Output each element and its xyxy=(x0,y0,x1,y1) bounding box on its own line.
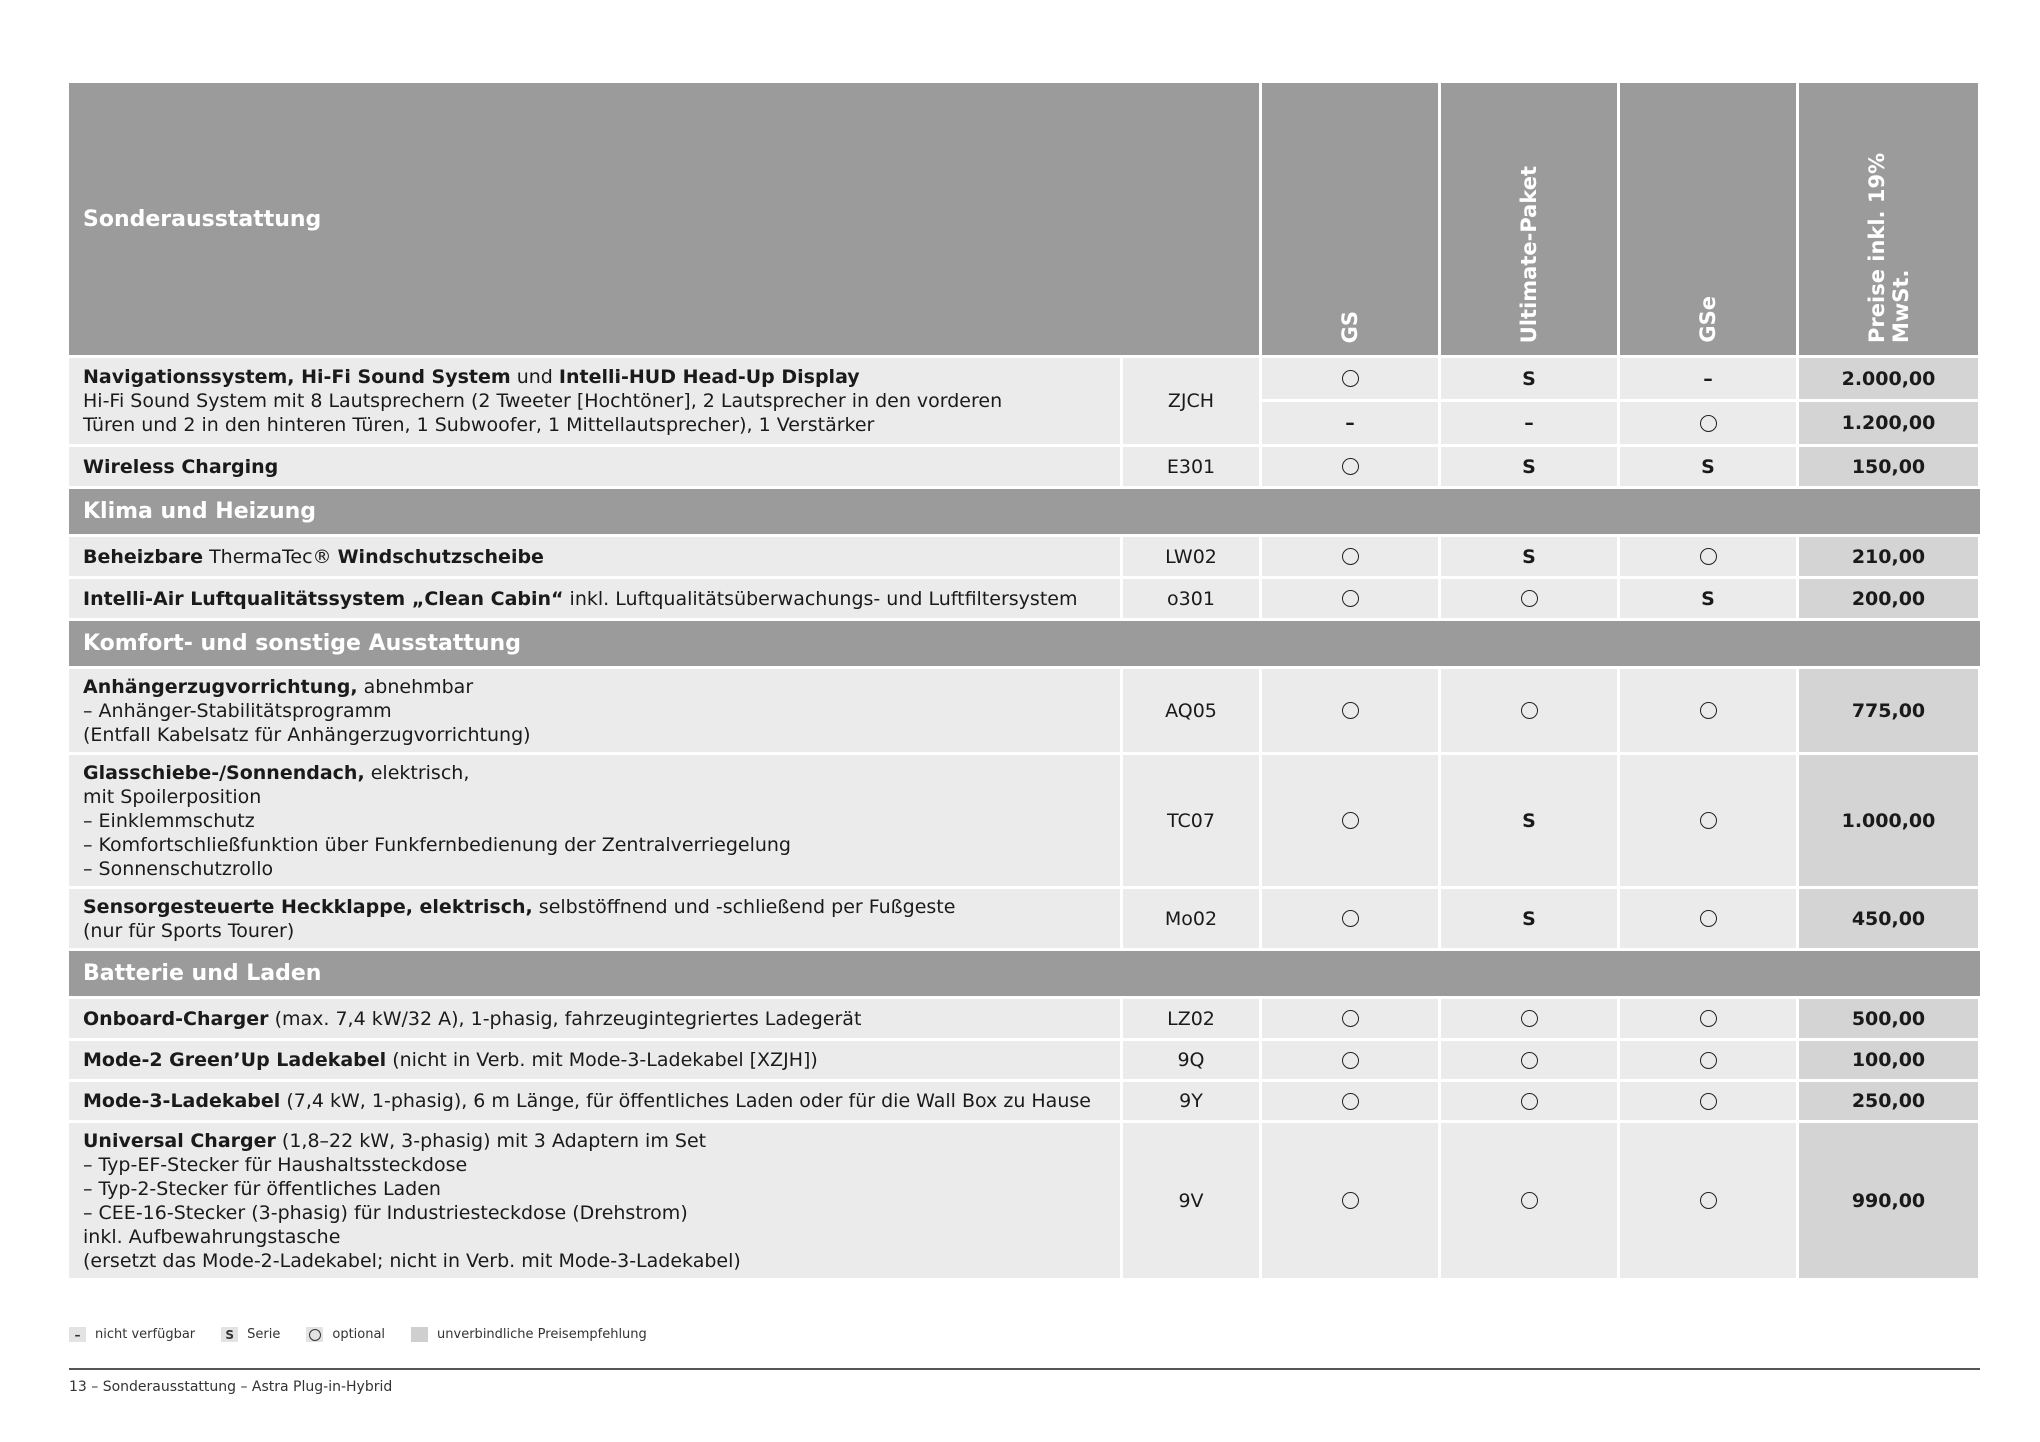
optional-icon xyxy=(1342,1010,1359,1027)
table-row xyxy=(69,447,1980,486)
option-code: LZ02 xyxy=(1123,999,1259,1038)
optional-icon xyxy=(1521,1093,1538,1110)
option-code: LW02 xyxy=(1123,537,1259,576)
optional-icon xyxy=(1521,590,1538,607)
standard-mark: S xyxy=(1522,545,1536,568)
price-cell: 150,00 xyxy=(1799,447,1978,486)
row-description: Wireless Charging xyxy=(69,447,1120,486)
standard-mark: S xyxy=(1522,455,1536,478)
optional-icon xyxy=(1521,1052,1538,1069)
optional-icon xyxy=(1700,702,1717,719)
optional-icon xyxy=(1700,415,1717,432)
price-cell: 990,00 xyxy=(1799,1123,1978,1278)
table-row xyxy=(69,999,1980,1038)
table-row xyxy=(69,579,1980,618)
price-cell: 200,00 xyxy=(1799,579,1978,618)
optional-icon xyxy=(1700,1192,1717,1209)
gray-swatch-icon xyxy=(411,1327,428,1342)
unavailable-mark: – xyxy=(1524,412,1534,434)
optional-icon xyxy=(1342,590,1359,607)
options-table xyxy=(69,83,1980,1281)
optional-icon xyxy=(1342,702,1359,719)
row-description: Beheizbare ThermaTec® Windschutzscheibe xyxy=(69,537,1120,576)
row-description: Intelli-Air Luftqualitätssystem „Clean Cabin“ inkl. Luftqualitätsüberwachungs- und Luftfiltersystem xyxy=(69,579,1120,618)
row-description: Navigationssystem, Hi-Fi Sound System und Intelli-HUD Head-Up Display Hi-Fi Sound System mit 8 Lautsprechern (2 Tweeter [Hochtöner], 2 Lautsprecher in den vorderen Türen und 2 in den hinteren Türen, 1 Subwoofer, 1 Mittellautsprecher), 1 Verstärker xyxy=(69,358,1120,444)
unavailable-mark: – xyxy=(1703,367,1713,390)
price-cell: 100,00 xyxy=(1799,1041,1978,1079)
standard-mark: S xyxy=(1701,455,1715,478)
optional-icon xyxy=(1342,1052,1359,1069)
optional-icon xyxy=(1342,910,1359,927)
price-cell: 250,00 xyxy=(1799,1082,1978,1120)
table-row xyxy=(69,1041,1980,1079)
optional-icon xyxy=(1700,1093,1717,1110)
table-row xyxy=(69,755,1980,886)
header-title: Sonderausstattung xyxy=(69,83,1259,355)
option-code: Mo02 xyxy=(1123,889,1259,948)
optional-icon xyxy=(1342,812,1359,829)
optional-icon xyxy=(309,1329,321,1341)
table-header xyxy=(69,83,1980,355)
unavailable-mark: – xyxy=(1345,412,1355,434)
standard-mark: S xyxy=(1522,367,1536,390)
option-code: AQ05 xyxy=(1123,669,1259,752)
option-code: 9Q xyxy=(1123,1041,1259,1079)
row-description: Sensorgesteuerte Heckklappe, elektrisch, selbstöffnend und -schließend per Fußgeste (nur für Sports Tourer) xyxy=(69,889,1120,948)
section-batterie: Batterie und Laden xyxy=(69,951,1980,996)
row-description: Mode-2 Green’Up Ladekabel (nicht in Verb. mit Mode-3-Ladekabel [XZJH]) xyxy=(69,1041,1120,1079)
price-cell: 1.000,00 xyxy=(1799,755,1978,886)
table-row xyxy=(69,889,1980,948)
price-cell: 2.000,00 xyxy=(1799,358,1978,399)
section-komfort: Komfort- und sonstige Ausstattung xyxy=(69,621,1980,666)
table-row xyxy=(69,358,1980,444)
footer-divider xyxy=(69,1368,1980,1370)
option-code: 9V xyxy=(1123,1123,1259,1278)
section-klima: Klima und Heizung xyxy=(69,489,1980,534)
legend-optional: optional xyxy=(306,1327,385,1342)
optional-icon xyxy=(1700,1010,1717,1027)
legend-standard: S Serie xyxy=(221,1327,280,1342)
standard-mark: S xyxy=(1522,809,1536,832)
legend xyxy=(69,1327,673,1342)
optional-icon xyxy=(1521,1010,1538,1027)
price-cell: 1.200,00 xyxy=(1799,402,1978,444)
table-row xyxy=(69,669,1980,752)
optional-icon xyxy=(1700,1052,1717,1069)
optional-icon xyxy=(1342,1192,1359,1209)
legend-unavailable: – nicht verfügbar xyxy=(69,1327,195,1342)
table-row xyxy=(69,537,1980,576)
optional-icon xyxy=(1521,1192,1538,1209)
optional-icon xyxy=(1342,548,1359,565)
row-description: Glasschiebe-/Sonnendach, elektrisch, mit Spoilerposition – Einklemmschutz – Komfortschließfunktion über Funkfernbedienung der Zentralverriegelung – Sonnenschutzrollo xyxy=(69,755,1120,886)
row-description: Anhängerzugvorrichtung, abnehmbar – Anhänger-Stabilitätsprogramm (Entfall Kabelsatz für Anhängerzugvorrichtung) xyxy=(69,669,1120,752)
page-footer: 13 – Sonderausstattung – Astra Plug-in-Hybrid xyxy=(69,1379,393,1395)
row-description: Mode-3-Ladekabel (7,4 kW, 1-phasig), 6 m Länge, für öffentliches Laden oder für die Wall Box zu Hause xyxy=(69,1082,1120,1120)
option-code: 9Y xyxy=(1123,1082,1259,1120)
legend-price: unverbindliche Preisempfehlung xyxy=(411,1327,647,1342)
row-description: Universal Charger (1,8–22 kW, 3-phasig) mit 3 Adaptern im Set – Typ-EF-Stecker für Haushaltssteckdose – Typ-2-Stecker für öffentliches Laden – CEE-16-Stecker (3-phasig) für Industriesteckdose (Drehstrom) inkl. Aufbewahrungstasche (ersetzt das Mode-2-Ladekabel; nicht in Verb. mit Mode-3-Ladekabel) xyxy=(69,1123,1120,1278)
header-ultimate: Ultimate-Paket xyxy=(1441,83,1617,355)
price-cell: 775,00 xyxy=(1799,669,1978,752)
optional-icon xyxy=(1342,370,1359,387)
standard-mark: S xyxy=(1701,587,1715,610)
header-gs: GS xyxy=(1262,83,1438,355)
option-code: E301 xyxy=(1123,447,1259,486)
price-cell: 500,00 xyxy=(1799,999,1978,1038)
option-code: TC07 xyxy=(1123,755,1259,886)
header-price: Preise inkl. 19% MwSt. xyxy=(1799,83,1978,355)
optional-icon xyxy=(1521,702,1538,719)
optional-icon xyxy=(1342,1093,1359,1110)
option-code: ZJCH xyxy=(1123,358,1259,444)
price-cell: 450,00 xyxy=(1799,889,1978,948)
optional-icon xyxy=(1700,910,1717,927)
option-code: o301 xyxy=(1123,579,1259,618)
standard-mark: S xyxy=(1522,907,1536,930)
header-gse: GSe xyxy=(1620,83,1796,355)
table-row xyxy=(69,1123,1980,1278)
row-description: Onboard-Charger (max. 7,4 kW/32 A), 1-phasig, fahrzeugintegriertes Ladegerät xyxy=(69,999,1120,1038)
table-row xyxy=(69,1082,1980,1120)
optional-icon xyxy=(1700,548,1717,565)
optional-icon xyxy=(1342,458,1359,475)
price-cell: 210,00 xyxy=(1799,537,1978,576)
optional-icon xyxy=(1700,812,1717,829)
